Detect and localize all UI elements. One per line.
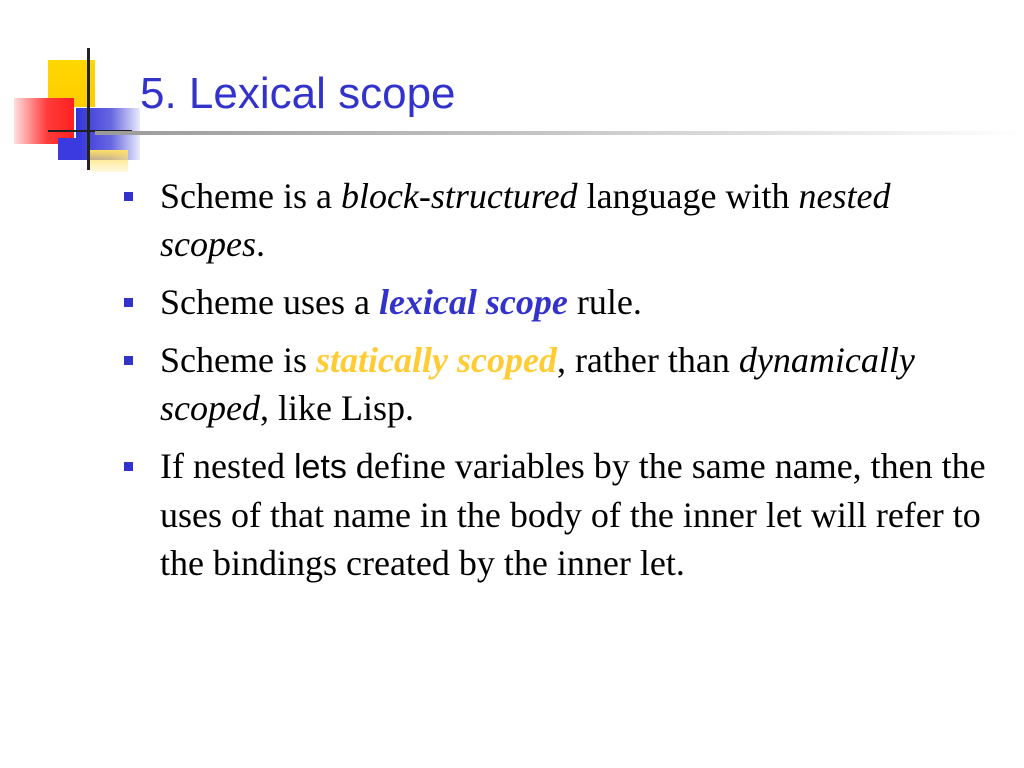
logo-yellow-low-square: [90, 150, 128, 172]
bullet-marker-icon: [124, 298, 133, 307]
bullet-code-keyword: lets: [293, 448, 347, 486]
bullet-text: rule.: [567, 282, 642, 322]
bullet-text: define variables by the same name, then the uses of that name in the body of the inner let will refer to the bindings created by the inner let.: [160, 446, 986, 583]
bullet-keyword-highlight: statically scoped: [315, 340, 557, 380]
bullet-item: [120, 278, 990, 326]
bullet-emphasis: block-structured: [340, 176, 578, 216]
bullet-item: [120, 336, 990, 432]
bullet-text: Scheme uses a: [160, 282, 379, 322]
bullet-item: [120, 442, 990, 587]
bullet-text: Scheme is: [160, 340, 316, 380]
bullet-list: [120, 172, 990, 597]
logo-vertical-line: [87, 48, 90, 170]
bullet-marker-icon: [124, 462, 133, 471]
bullet-text: , like Lisp.: [259, 388, 414, 428]
bullet-text: , rather than: [556, 340, 739, 380]
bullet-text: language with: [577, 176, 799, 216]
bullet-text: .: [255, 224, 265, 264]
bullet-item: [120, 172, 990, 268]
bullet-text: If nested: [160, 446, 294, 486]
bullet-keyword-highlight: lexical scope: [378, 282, 568, 322]
bullet-text: Scheme is a: [160, 176, 341, 216]
decorative-logo: [0, 0, 150, 190]
bullet-marker-icon: [124, 356, 133, 365]
bullet-emphasis: dynamically scoped: [160, 340, 915, 428]
title-divider: [95, 131, 1024, 135]
slide-title: 5. Lexical scope: [140, 69, 456, 118]
bullet-marker-icon: [124, 192, 133, 201]
bullet-emphasis: nested scopes: [160, 176, 891, 264]
logo-blue-small-square: [58, 138, 82, 160]
